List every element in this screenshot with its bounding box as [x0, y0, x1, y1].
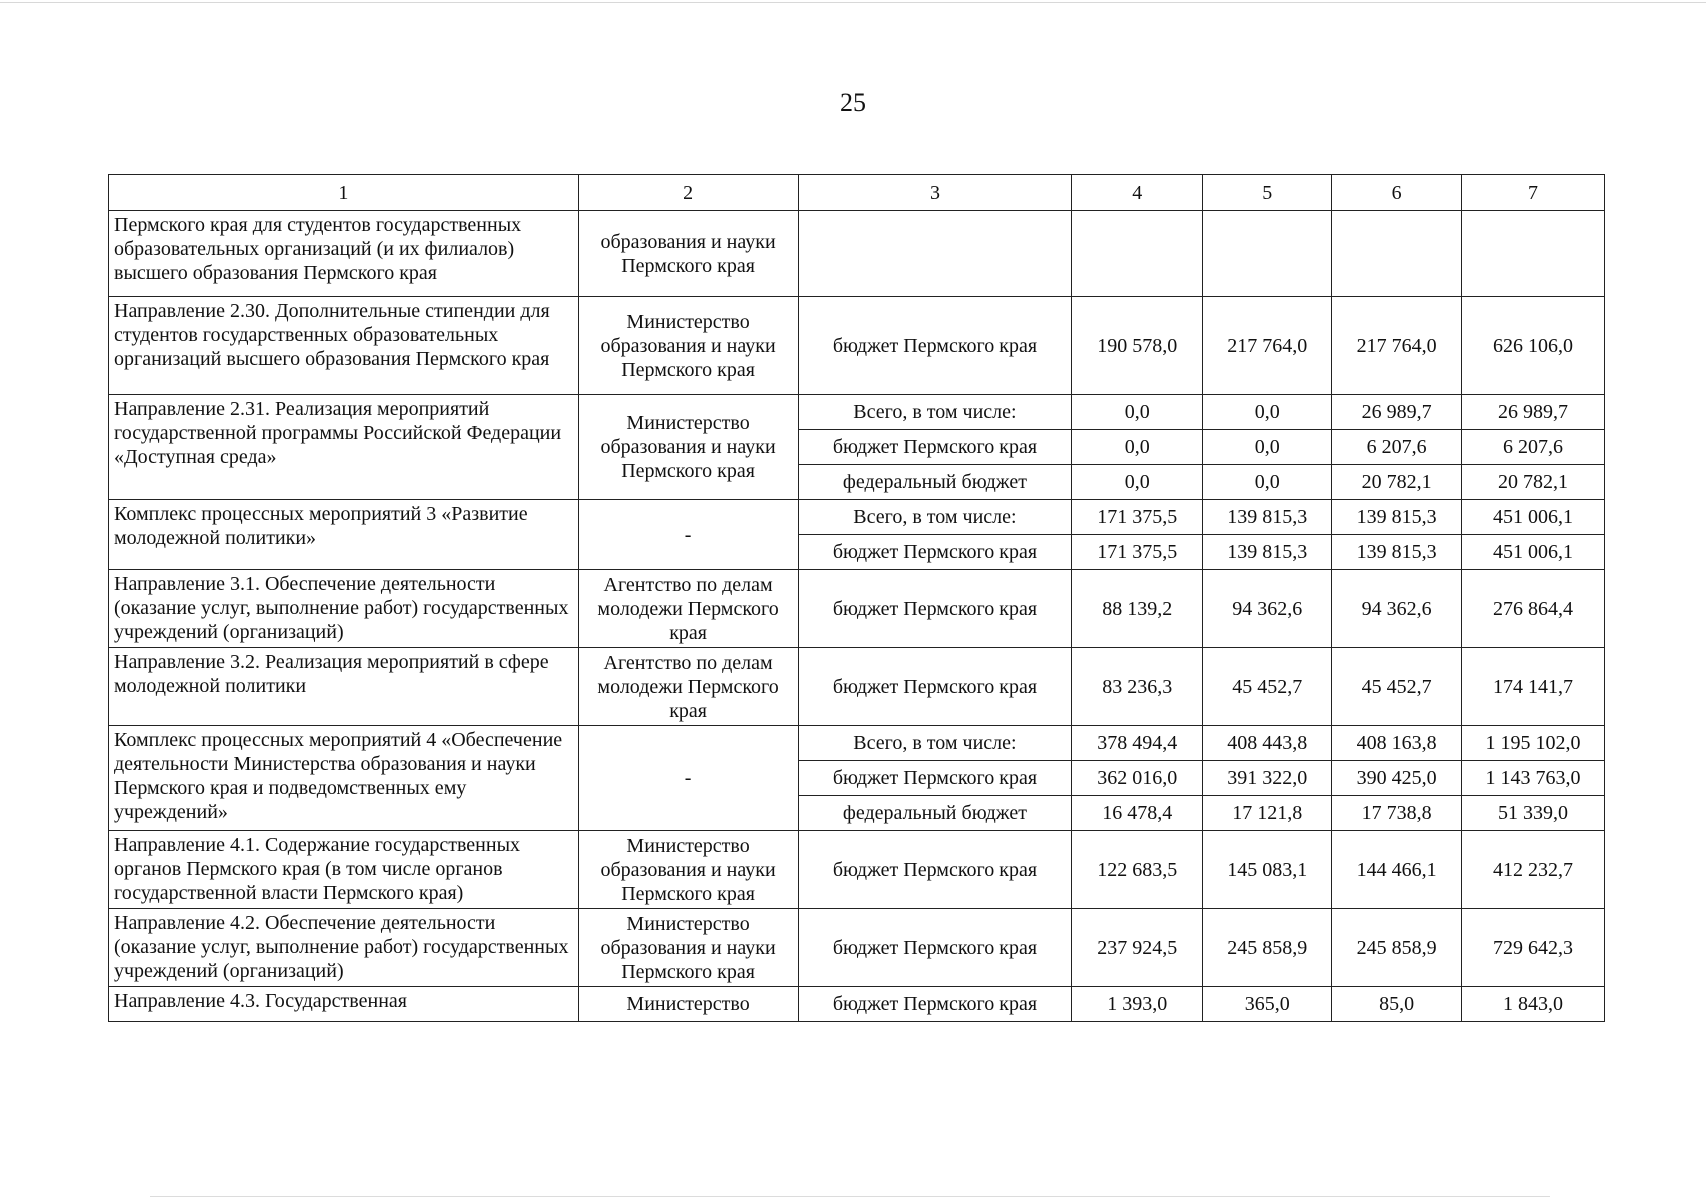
- empty-cell: [798, 211, 1072, 297]
- responsible-organization-cell: Министерство образования и науки Пермского края: [578, 909, 798, 987]
- funding-source-cell: Всего, в том числе:: [798, 395, 1072, 430]
- amount-cell: 390 425,0: [1332, 761, 1462, 796]
- table-row: [109, 909, 1605, 987]
- measure-description-cell: Направление 3.2. Реализация мероприятий в сфере молодежной политики: [109, 648, 579, 726]
- measure-description-cell: Направление 3.1. Обеспечение деятельности (оказание услуг, выполнение работ) государственных учреждений (организаций): [109, 570, 579, 648]
- responsible-organization-cell: -: [578, 726, 798, 831]
- header-cell: 3: [798, 175, 1072, 211]
- amount-cell: 171 375,5: [1072, 535, 1203, 570]
- amount-cell: 729 642,3: [1462, 909, 1605, 987]
- header-cell: 7: [1462, 175, 1605, 211]
- amount-cell: 408 163,8: [1332, 726, 1462, 761]
- funding-source-cell: бюджет Пермского края: [798, 909, 1072, 987]
- amount-cell: 174 141,7: [1462, 648, 1605, 726]
- amount-cell: 0,0: [1203, 465, 1332, 500]
- amount-cell: 51 339,0: [1462, 796, 1605, 831]
- responsible-organization-cell: Министерство образования и науки Пермского края: [578, 395, 798, 500]
- funding-source-cell: федеральный бюджет: [798, 465, 1072, 500]
- amount-cell: 139 815,3: [1332, 500, 1462, 535]
- responsible-organization-cell: Агентство по делам молодежи Пермского края: [578, 570, 798, 648]
- table-row: [109, 297, 1605, 395]
- amount-cell: 20 782,1: [1332, 465, 1462, 500]
- amount-cell: 94 362,6: [1203, 570, 1332, 648]
- amount-cell: 217 764,0: [1203, 297, 1332, 395]
- responsible-organization-cell: Министерство образования и науки Пермского края: [578, 297, 798, 395]
- amount-cell: 365,0: [1203, 987, 1332, 1022]
- amount-cell: 362 016,0: [1072, 761, 1203, 796]
- amount-cell: 1 393,0: [1072, 987, 1203, 1022]
- amount-cell: 408 443,8: [1203, 726, 1332, 761]
- measure-description-cell: Направление 4.2. Обеспечение деятельности (оказание услуг, выполнение работ) государственных учреждений (организаций): [109, 909, 579, 987]
- amount-cell: 16 478,4: [1072, 796, 1203, 831]
- table-row: [109, 570, 1605, 648]
- amount-cell: 17 121,8: [1203, 796, 1332, 831]
- measure-description-cell: Комплекс процессных мероприятий 3 «Развитие молодежной политики»: [109, 500, 579, 570]
- amount-cell: 171 375,5: [1072, 500, 1203, 535]
- funding-source-cell: Всего, в том числе:: [798, 500, 1072, 535]
- amount-cell: 122 683,5: [1072, 831, 1203, 909]
- funding-source-cell: бюджет Пермского края: [798, 297, 1072, 395]
- funding-source-cell: федеральный бюджет: [798, 796, 1072, 831]
- table-row: [109, 831, 1605, 909]
- measure-description-cell: Направление 4.3. Государственная: [109, 987, 579, 1022]
- amount-cell: 94 362,6: [1332, 570, 1462, 648]
- empty-cell: [1072, 211, 1203, 297]
- amount-cell: 83 236,3: [1072, 648, 1203, 726]
- amount-cell: 217 764,0: [1332, 297, 1462, 395]
- amount-cell: 451 006,1: [1462, 535, 1605, 570]
- funding-source-cell: бюджет Пермского края: [798, 831, 1072, 909]
- amount-cell: 145 083,1: [1203, 831, 1332, 909]
- empty-cell: [1203, 211, 1332, 297]
- funding-source-cell: бюджет Пермского края: [798, 761, 1072, 796]
- header-cell: 1: [109, 175, 579, 211]
- header-cell: 2: [578, 175, 798, 211]
- measure-description-cell: Направление 4.1. Содержание государственных органов Пермского края (в том числе органов государственной власти Пермского края): [109, 831, 579, 909]
- amount-cell: 17 738,8: [1332, 796, 1462, 831]
- measure-description-cell: Направление 2.30. Дополнительные стипендии для студентов государственных образовательных организаций высшего образования Пермского края: [109, 297, 579, 395]
- funding-source-cell: Всего, в том числе:: [798, 726, 1072, 761]
- amount-cell: 626 106,0: [1462, 297, 1605, 395]
- amount-cell: 0,0: [1072, 465, 1203, 500]
- measure-description-cell: Пермского края для студентов государственных образовательных организаций (и их филиалов) высшего образования Пермского края: [109, 211, 579, 297]
- funding-source-cell: бюджет Пермского края: [798, 430, 1072, 465]
- amount-cell: 0,0: [1072, 395, 1203, 430]
- amount-cell: 391 322,0: [1203, 761, 1332, 796]
- amount-cell: 0,0: [1203, 430, 1332, 465]
- funding-source-cell: бюджет Пермского края: [798, 987, 1072, 1022]
- measure-description-cell: Комплекс процессных мероприятий 4 «Обеспечение деятельности Министерства образования и науки Пермского края и подведомственных ему учреждений»: [109, 726, 579, 831]
- amount-cell: 245 858,9: [1203, 909, 1332, 987]
- table-row: [109, 987, 1605, 1022]
- amount-cell: 85,0: [1332, 987, 1462, 1022]
- table-row: [109, 648, 1605, 726]
- empty-cell: [1332, 211, 1462, 297]
- header-cell: 6: [1332, 175, 1462, 211]
- amount-cell: 1 195 102,0: [1462, 726, 1605, 761]
- empty-cell: [1462, 211, 1605, 297]
- table-row: [109, 395, 1605, 430]
- amount-cell: 26 989,7: [1332, 395, 1462, 430]
- amount-cell: 26 989,7: [1462, 395, 1605, 430]
- scan-edge-bottom: [150, 1196, 1550, 1197]
- amount-cell: 144 466,1: [1332, 831, 1462, 909]
- amount-cell: 276 864,4: [1462, 570, 1605, 648]
- amount-cell: 1 843,0: [1462, 987, 1605, 1022]
- amount-cell: 0,0: [1072, 430, 1203, 465]
- amount-cell: 6 207,6: [1332, 430, 1462, 465]
- responsible-organization-cell: Агентство по делам молодежи Пермского края: [578, 648, 798, 726]
- table-row: [109, 726, 1605, 761]
- amount-cell: 245 858,9: [1332, 909, 1462, 987]
- funding-source-cell: бюджет Пермского края: [798, 648, 1072, 726]
- header-cell: 4: [1072, 175, 1203, 211]
- amount-cell: 139 815,3: [1332, 535, 1462, 570]
- table-row: [109, 500, 1605, 535]
- responsible-organization-cell: -: [578, 500, 798, 570]
- amount-cell: 190 578,0: [1072, 297, 1203, 395]
- table-row: [109, 211, 1605, 297]
- responsible-organization-cell: Министерство образования и науки Пермского края: [578, 831, 798, 909]
- amount-cell: 6 207,6: [1462, 430, 1605, 465]
- responsible-organization-cell: Министерство: [578, 987, 798, 1022]
- amount-cell: 451 006,1: [1462, 500, 1605, 535]
- page-number: 25: [840, 88, 866, 117]
- scan-edge-top: [0, 2, 1706, 3]
- funding-source-cell: бюджет Пермского края: [798, 535, 1072, 570]
- amount-cell: 88 139,2: [1072, 570, 1203, 648]
- amount-cell: 45 452,7: [1203, 648, 1332, 726]
- amount-cell: 378 494,4: [1072, 726, 1203, 761]
- amount-cell: 139 815,3: [1203, 535, 1332, 570]
- amount-cell: 20 782,1: [1462, 465, 1605, 500]
- responsible-organization-cell: образования и науки Пермского края: [578, 211, 798, 297]
- budget-table: [108, 174, 1605, 1022]
- measure-description-cell: Направление 2.31. Реализация мероприятий государственной программы Российской Федерации «Доступная среда»: [109, 395, 579, 500]
- header-cell: 5: [1203, 175, 1332, 211]
- amount-cell: 139 815,3: [1203, 500, 1332, 535]
- amount-cell: 1 143 763,0: [1462, 761, 1605, 796]
- header-row: [109, 175, 1605, 211]
- amount-cell: 45 452,7: [1332, 648, 1462, 726]
- funding-source-cell: бюджет Пермского края: [798, 570, 1072, 648]
- amount-cell: 412 232,7: [1462, 831, 1605, 909]
- amount-cell: 237 924,5: [1072, 909, 1203, 987]
- amount-cell: 0,0: [1203, 395, 1332, 430]
